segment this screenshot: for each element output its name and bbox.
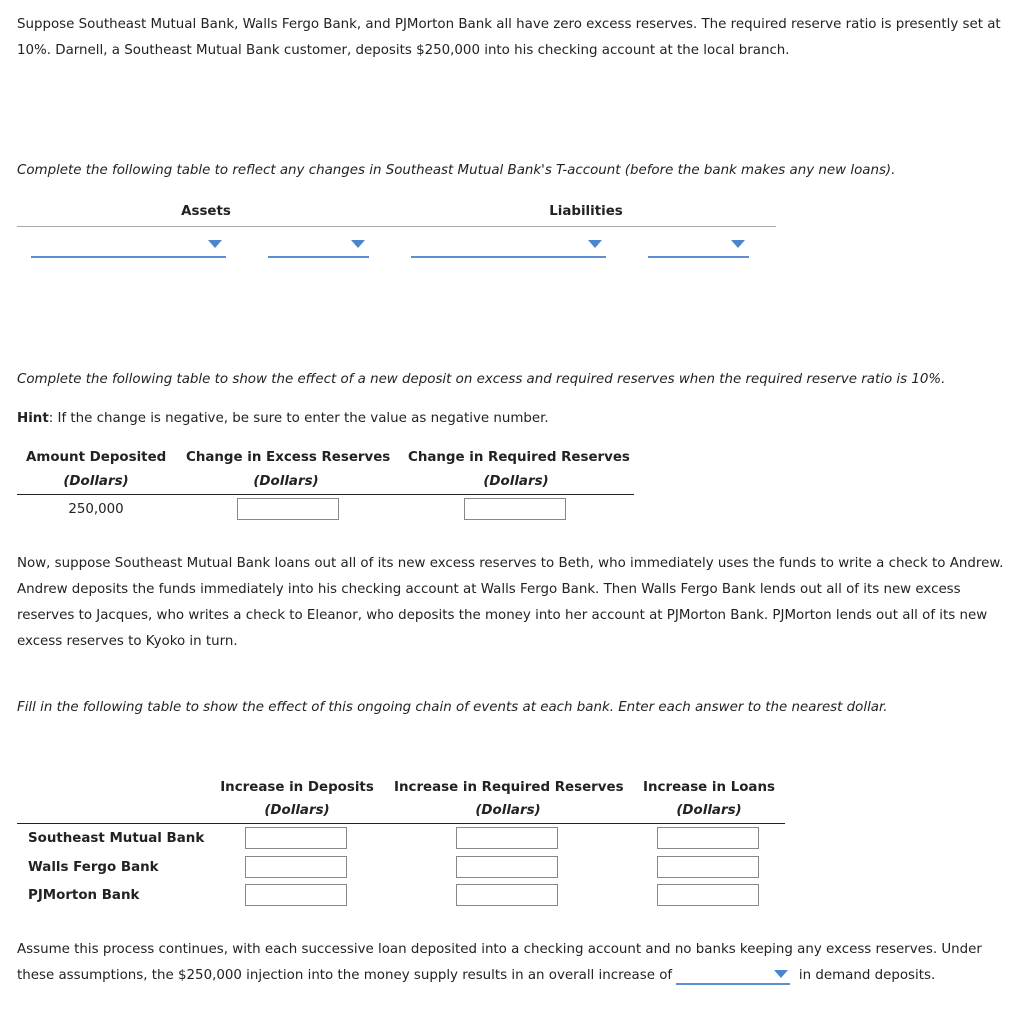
col-change-required-reserves: Change in Required Reserves [408,450,630,465]
q3-instruction: Fill in the following table to show the effect of this ongoing chain of events at each bank. Enter each answer to the nearest dollar. [17,700,888,715]
table-rule [17,823,785,824]
change-excess-reserves-input[interactable] [237,498,339,520]
walls-fergo-deposits-input[interactable] [245,856,347,878]
unit-label: (Dollars) [253,474,319,489]
unit-label: (Dollars) [475,803,541,818]
southeast-deposits-input[interactable] [245,827,347,849]
money-supply-increase-dropdown[interactable] [676,965,790,985]
assets-amount-dropdown[interactable] [268,234,369,258]
southeast-required-reserves-input[interactable] [456,827,558,849]
amount-deposited-value: 250,000 [68,502,124,517]
change-required-reserves-input[interactable] [464,498,566,520]
bank-label-walls-fergo: Walls Fergo Bank [28,860,159,875]
conclusion-text-before: Assume this process continues, with each successive loan deposited into a checking account and no banks keeping any excess reserves. Under these assumptions, the $250,000 injection into the money supply results in an overall increase of [17,942,982,983]
q1-instruction: Complete the following table to reflect any changes in Southeast Mutual Bank's T-account (before the bank makes any new loans). [17,163,896,178]
chevron-down-icon [351,240,365,248]
unit-label: (Dollars) [483,474,549,489]
chevron-down-icon [731,240,745,248]
liabilities-item-dropdown[interactable] [411,234,606,258]
col-increase-required-reserves: Increase in Required Reserves [394,780,624,795]
col-change-excess-reserves: Change in Excess Reserves [186,450,391,465]
unit-label: (Dollars) [264,803,330,818]
chevron-down-icon [208,240,222,248]
col-increase-deposits: Increase in Deposits [220,780,374,795]
conclusion-text [17,937,1017,989]
col-amount-deposited: Amount Deposited [26,450,167,465]
southeast-loans-input[interactable] [657,827,759,849]
hint-text: : If the change is negative, be sure to enter the value as negative number. [48,411,549,426]
pjmorton-loans-input[interactable] [657,884,759,906]
conclusion-text-after: in demand deposits. [798,968,936,983]
assets-item-dropdown[interactable] [31,234,226,258]
liabilities-amount-dropdown[interactable] [648,234,749,258]
pjmorton-deposits-input[interactable] [245,884,347,906]
unit-label: (Dollars) [676,803,742,818]
q2-instruction: Complete the following table to show the effect of a new deposit on excess and required reserves when the required reserve ratio is 10%. [17,372,946,387]
hint-label: Hint [17,411,49,426]
bank-label-southeast: Southeast Mutual Bank [28,831,205,846]
assets-header: Assets [181,204,231,219]
walls-fergo-required-reserves-input[interactable] [456,856,558,878]
chevron-down-icon [774,970,788,978]
unit-label: (Dollars) [63,474,129,489]
chevron-down-icon [588,240,602,248]
col-increase-loans: Increase in Loans [643,780,775,795]
intro-text: Suppose Southeast Mutual Bank, Walls Fergo Bank, and PJMorton Bank all have zero excess reserves. The required reserve ratio is presently set at 10%. Darnell, a Southeast Mutual Bank customer, deposits $250,000 into his checking account at the local branch. [17,17,1001,58]
hint-line [17,406,1017,432]
table-rule [17,494,634,495]
chain-story-text: Now, suppose Southeast Mutual Bank loans out all of its new excess reserves to Beth, who immediately uses the funds to write a check to Andrew. Andrew deposits the funds immediately into his checking account at Walls Fergo Bank. Then Walls Fergo Bank lends out all of its new excess reserves to Jacques, who writes a check to Eleanor, who deposits the money into her account at PJMorton Bank. PJMorton lends out all of its new excess reserves to Kyoko in turn. [17,556,1004,649]
bank-label-pjmorton: PJMorton Bank [28,888,140,903]
liabilities-header: Liabilities [549,204,623,219]
pjmorton-required-reserves-input[interactable] [456,884,558,906]
walls-fergo-loans-input[interactable] [657,856,759,878]
t-account-rule [17,226,776,227]
